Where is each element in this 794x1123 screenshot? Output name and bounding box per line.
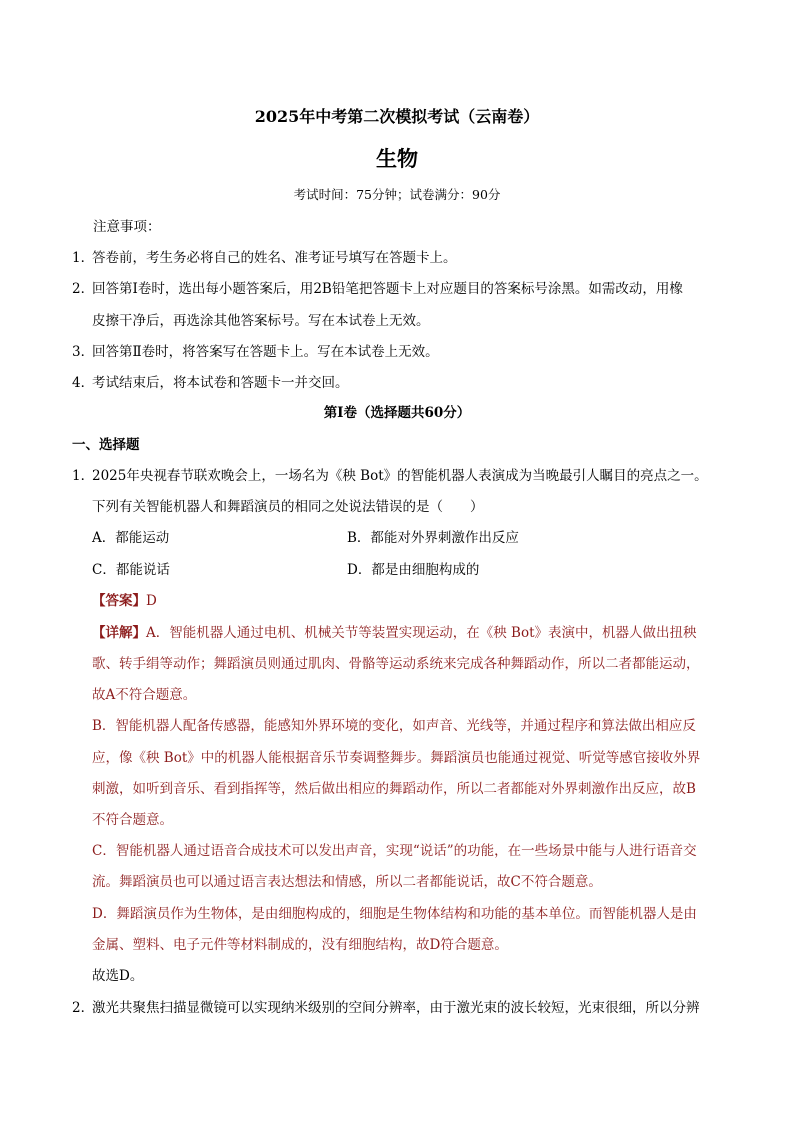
analysis-line: 不符合题意。 <box>92 812 173 828</box>
analysis-line: D．舞蹈演员作为生物体，是由细胞构成的，细胞是生物体结构和功能的基本单位。而智能机器人是由 <box>92 906 697 922</box>
analysis-line: 故A不符合题意。 <box>92 687 197 703</box>
option-c: C．都能说话 <box>92 562 170 578</box>
notice-item-text: 考试结束后，将本试卷和答题卡一并交回。 <box>92 375 349 391</box>
part-heading: 一、选择题 <box>72 437 140 453</box>
subject-title: 生物 <box>376 146 418 171</box>
exam-title: 2025年中考第二次模拟考试（云南卷） <box>254 107 540 126</box>
analysis-line: B．智能机器人配备传感器，能感知外界环境的变化，如声音、光线等，并通过程序和算法做出相应反 <box>92 718 696 734</box>
analysis-line: 刺激，如听到音乐、看到指挥等，然后做出相应的舞蹈动作，所以二者都能对外界刺激作出反应，故B <box>92 781 696 797</box>
question-stem-text: 激光共聚焦扫描显微镜可以实现纳米级别的空间分辨率，由于激光束的波长较短，光束很细，所以分辨 <box>92 1000 700 1016</box>
notice-item <box>72 374 349 392</box>
notice-item-num: 4． <box>72 375 95 391</box>
question-number: 1． <box>72 468 95 484</box>
question-stem-text: 2025年央视春节联欢晚会上，一场名为《秧 Bot》的智能机器人表演成为当晚最引人瞩目的亮点之一。 <box>92 468 708 484</box>
analysis-label: 【详解】 <box>92 625 146 641</box>
analysis-line <box>92 624 697 642</box>
notice-item-num: 1． <box>72 250 95 266</box>
notice-item-continuation: 皮擦干净后，再选涂其他答案标号。写在本试卷上无效。 <box>92 313 430 329</box>
question-1-stem <box>72 467 708 485</box>
analysis-line: 应，像《秧 Bot》中的机器人能根据音乐节奏调整舞步。舞蹈演员也能通过视觉、听觉等感官接收外界 <box>92 750 701 766</box>
conclusion: 故选D。 <box>92 968 144 984</box>
analysis-line: C．智能机器人通过语音合成技术可以发出声音，实现“说话”的功能，在一些场景中能与人进行语音交 <box>92 843 697 859</box>
question-2-stem <box>72 999 700 1017</box>
exam-info: 考试时间：75分钟；试卷满分：90分 <box>293 187 501 202</box>
answer-line <box>92 592 157 610</box>
notice-heading: 注意事项： <box>93 219 161 235</box>
question-1-stem-line2: 下列有关智能机器人和舞蹈演员的相同之处说法错误的是（ ） <box>92 499 484 515</box>
analysis-line: 金属、塑料、电子元件等材料制成的，没有细胞结构，故D符合题意。 <box>92 937 508 953</box>
notice-item-text: 答卷前，考生务必将自己的姓名、准考证号填写在答题卡上。 <box>92 250 457 266</box>
option-a: A．都能运动 <box>92 530 170 546</box>
answer-label: 【答案】 <box>92 593 146 609</box>
analysis-line: 歌、转手绢等动作；舞蹈演员则通过肌肉、骨骼等运动系统来完成各种舞蹈动作，所以二者都能运动， <box>92 656 700 672</box>
section-title: 第Ⅰ卷（选择题共60分） <box>323 405 471 421</box>
option-d: D．都是由细胞构成的 <box>347 562 480 578</box>
answer-value: D <box>146 593 157 609</box>
notice-item-num: 3． <box>72 344 95 360</box>
option-b: B．都能对外界刺激作出反应 <box>347 530 519 546</box>
notice-item <box>72 249 457 267</box>
notice-item <box>72 280 683 298</box>
notice-item-text: 回答第Ⅱ卷时，将答案写在答题卡上。写在本试卷上无效。 <box>92 344 439 360</box>
notice-item-num: 2． <box>72 281 95 297</box>
notice-item-text: 回答第Ⅰ卷时，选出每小题答案后，用2B铅笔把答题卡上对应题目的答案标号涂黑。如需改动，用橡 <box>92 281 683 297</box>
analysis-text: A．智能机器人通过电机、机械关节等装置实现运动，在《秧 Bot》表演中，机器人做出扭秧 <box>146 625 697 641</box>
notice-item <box>72 343 439 361</box>
question-number: 2． <box>72 1000 95 1016</box>
analysis-line: 流。舞蹈演员也可以通过语言表达想法和情感，所以二者都能说话，故C不符合题意。 <box>92 874 602 890</box>
